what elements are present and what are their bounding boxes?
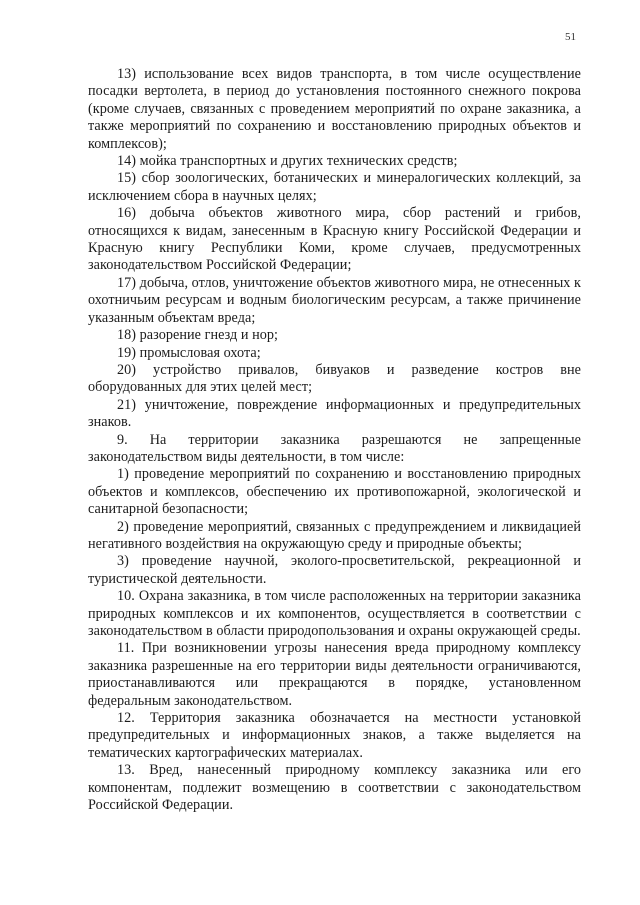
paragraph: 12. Территория заказника обозначается на местности установкой предупредительных и информационных знаков, а также выделяется на тематических картографических материалах. bbox=[88, 710, 581, 761]
paragraph: 14) мойка транспортных и других технических средств; bbox=[117, 153, 458, 170]
paragraph: 18) разорение гнезд и нор; bbox=[117, 327, 279, 344]
paragraph: 11. При возникновении угрозы нанесения вреда природному комплексу заказника разрешенные на его территории виды деятельности ограничиваются, приостанавливаются или прекращаются в порядке, установленном федеральным законодательством. bbox=[88, 640, 581, 709]
paragraph: 17) добыча, отлов, уничтожение объектов животного мира, не отнесенных к охотничьим ресурсам и водным биологическим ресурсам, а также причинение указанным объектам вреда; bbox=[88, 274, 581, 326]
paragraph: 16) добыча объектов животного мира, сбор растений и грибов, относящихся к видам, занесенным в Красную книгу Российской Федерации и Красную книгу Республики Коми, кроме случаев, предусмотренных законодательством Российской Федерации; bbox=[88, 205, 581, 274]
page-number: 51 bbox=[565, 31, 576, 43]
paragraph: 3) проведение научной, эколого-просветительской, рекреационной и туристической деятельности. bbox=[88, 553, 581, 587]
paragraph: 13. Вред, нанесенный природному комплексу заказника или его компонентам, подлежит возмещению в соответствии с законодательством Российской Федерации. bbox=[88, 762, 581, 814]
paragraph: 20) устройство привалов, бивуаков и разведение костров вне оборудованных для этих целей мест; bbox=[88, 361, 581, 396]
paragraph: 2) проведение мероприятий, связанных с предупреждением и ликвидацией негативного воздействия на окружающую среду и природные объекты; bbox=[88, 518, 581, 552]
paragraph: 1) проведение мероприятий по сохранению и восстановлению природных объектов и комплексов, обеспечению их противопожарной, экологической и санитарной безопасности; bbox=[88, 466, 581, 518]
paragraph: 13) использование всех видов транспорта, в том числе осуществление посадки вертолета, в период до установления постоянного снежного покрова (кроме случаев, связанных с проведением мероприятий по охране заказника, а также мероприятий по сохранению и восстановлению природных объектов и комплексов); bbox=[88, 66, 581, 152]
paragraph: 9. На территории заказника разрешаются не запрещенные законодательством виды деятельности, в том числе: bbox=[88, 431, 581, 465]
paragraph: 10. Охрана заказника, в том числе расположенных на территории заказника природных комплексов и их компонентов, осуществляется в соответствии с законодательством в области природопользования и охраны окружающей среды. bbox=[88, 588, 581, 639]
paragraph: 19) промысловая охота; bbox=[117, 344, 261, 361]
paragraph: 15) сбор зоологических, ботанических и минералогических коллекций, за исключением сбора в научных целях; bbox=[88, 170, 581, 204]
paragraph: 21) уничтожение, повреждение информационных и предупредительных знаков. bbox=[88, 396, 581, 431]
document-body bbox=[88, 66, 581, 814]
